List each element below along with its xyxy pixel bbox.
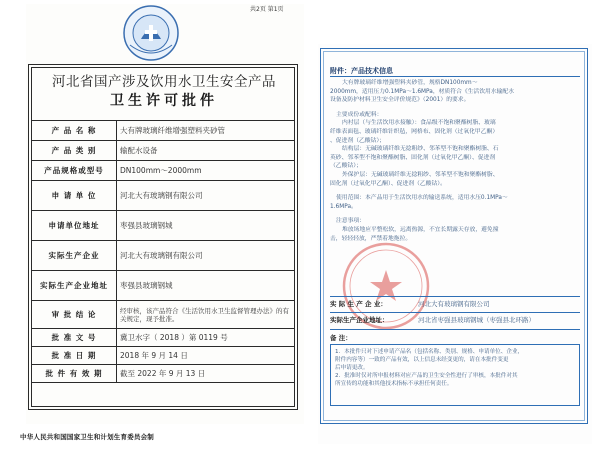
info-line: 纤维表面毡、玻璃纤维针织毡，网格布、固化剂（过氧化甲乙酮） <box>330 128 499 135</box>
row-value: 截至 2022 年 9 月 13 日 <box>117 365 295 383</box>
row-value: 大有牌玻璃纤维增强塑料夹砂管 <box>117 121 295 141</box>
producer-row <box>330 299 580 308</box>
permit-subtitle: 卫生许可批件 <box>110 93 218 109</box>
header-divider <box>330 76 580 77</box>
info-line: （乙酸钴）； <box>330 163 362 170</box>
table-row <box>32 161 295 181</box>
info-line: 堆放场地应平整松软，远离热源，不宜长期露天存放，避免撞 <box>342 226 499 233</box>
table-row <box>32 365 295 383</box>
remark-line: 所宣传的功能和其他技术指标不承担任何责任。 <box>335 381 453 387</box>
section-divider <box>330 329 580 330</box>
row-label: 实际生产企业地址 <box>32 271 117 301</box>
section-divider <box>330 312 580 313</box>
info-line: 外保护层：无碱玻璃纤维无捻粗纱、邻苯型不饱和聚酯树脂、 <box>342 171 499 178</box>
permit-table <box>31 120 295 383</box>
table-row <box>32 181 295 211</box>
remark-line: 附件内容等）一致的产品有效，以上信息未经变更的，请在本批件变更 <box>335 357 509 363</box>
health-emblem-icon <box>120 3 182 63</box>
row-label: 批 准 文 号 <box>32 329 117 347</box>
info-line: 、促进剂（乙酸钴）； <box>330 137 386 144</box>
row-value: 河北大有玻璃钢有限公司 <box>117 181 295 211</box>
info-line: 内衬层（与生活饮用水接触）：食品级不饱和聚酯树脂、玻璃 <box>342 120 496 127</box>
issuer-footer: 中华人民共和国国家卫生和计划生育委员会制 <box>20 433 154 441</box>
row-label: 实际生产企业 <box>32 241 117 271</box>
info-line: 注意事项： <box>336 218 365 225</box>
attachment-header: 附件：产品技术信息 <box>330 67 393 75</box>
info-line: 主要成份或配料： <box>336 111 383 118</box>
row-value: 经审核，该产品符合《生活饮用水卫生监督管理办法》的有关规定，现予批准。 <box>117 301 295 329</box>
row-label: 批 准 日 期 <box>32 347 117 365</box>
row-label: 产 品 类 别 <box>32 141 117 161</box>
row-label: 产 品 名 称 <box>32 121 117 141</box>
row-value: 枣强县玻璃钢城 <box>117 271 295 301</box>
row-value: 输配水设备 <box>117 141 295 161</box>
table-row <box>32 141 295 161</box>
row-label: 申 请 单 位 <box>32 181 117 211</box>
info-line: 结构层：无碱玻璃纤维无捻粗纱、邻苯型不饱和聚酯树脂、石 <box>342 146 499 153</box>
table-row <box>32 271 295 301</box>
info-line: 2000mm，适用压力0.1MPa～1.6MPa，材质符合《生活饮用水输配水 <box>330 88 515 95</box>
remarks-label: 备 注： <box>330 334 352 342</box>
table-row <box>32 211 295 241</box>
info-line: 固化剂（过氧化甲乙酮）、促进剂（乙酸钴）。 <box>330 180 446 187</box>
row-value: 河北大有玻璃钢有限公司 <box>117 241 295 271</box>
info-line: 使用范围：本产品用于生活饮用水的输送系统，适用水压0.1MPa～ <box>336 195 508 202</box>
remarks-box <box>330 344 580 406</box>
producer-value: 河北大有玻璃钢有限公司 <box>418 300 490 308</box>
remark-line: 2．批准时仅对所申报材料对应产品的卫生安全性进行了审核，本批件对其 <box>335 373 518 379</box>
page-number: 共2页 第1页 <box>250 6 284 13</box>
section-divider <box>330 296 580 297</box>
info-line: 击，轻轻轻放，严禁着地拖拉。 <box>330 235 412 242</box>
table-row <box>32 329 295 347</box>
row-value: 冀卫水字（ 2018 ）第 0119 号 <box>117 329 295 347</box>
address-label: 实际生产企业地址： <box>330 316 389 324</box>
table-row <box>32 241 295 271</box>
technical-info-text <box>330 79 580 243</box>
row-label: 申请单位地址 <box>32 211 117 241</box>
table-row <box>32 121 295 141</box>
info-line: 1.6MPa。 <box>330 203 357 210</box>
producer-label: 实 际 生 产 企 业： <box>330 300 387 308</box>
info-line: 大有牌玻璃纤维增强塑料夹砂管，规格DN100mm～ <box>342 80 478 86</box>
table-row <box>32 301 295 329</box>
address-value: 河北省枣强县玻璃钢城（枣强县北环路） <box>418 316 535 324</box>
table-row <box>32 347 295 365</box>
row-value: 2018 年 9 月 14 日 <box>117 347 295 365</box>
row-label: 产品规格或型号 <box>32 161 117 181</box>
info-line: 英砂、邻苯型不饱和聚酯树脂、固化剂（过氧化甲乙酮）、促进剂 <box>330 154 496 161</box>
row-value: 枣强县玻璃钢城 <box>117 211 295 241</box>
row-label: 审 批 结 论 <box>32 301 117 329</box>
remark-line: 后申请更改。 <box>335 365 369 371</box>
row-value: DN100mm～2000mm <box>117 161 295 181</box>
row-label: 批 件 有 效 期 <box>32 365 117 383</box>
address-row <box>330 315 580 324</box>
info-line: 设备及防护材料卫生安全评价规范》（2001）的要求。 <box>330 97 470 104</box>
permit-title: 河北省国产涉及饮用水卫生安全产品 <box>52 74 276 90</box>
remark-line: 1．本批件只对下述申请产品名（包括名称、类别、规格、申请单位、企业， <box>335 349 524 355</box>
